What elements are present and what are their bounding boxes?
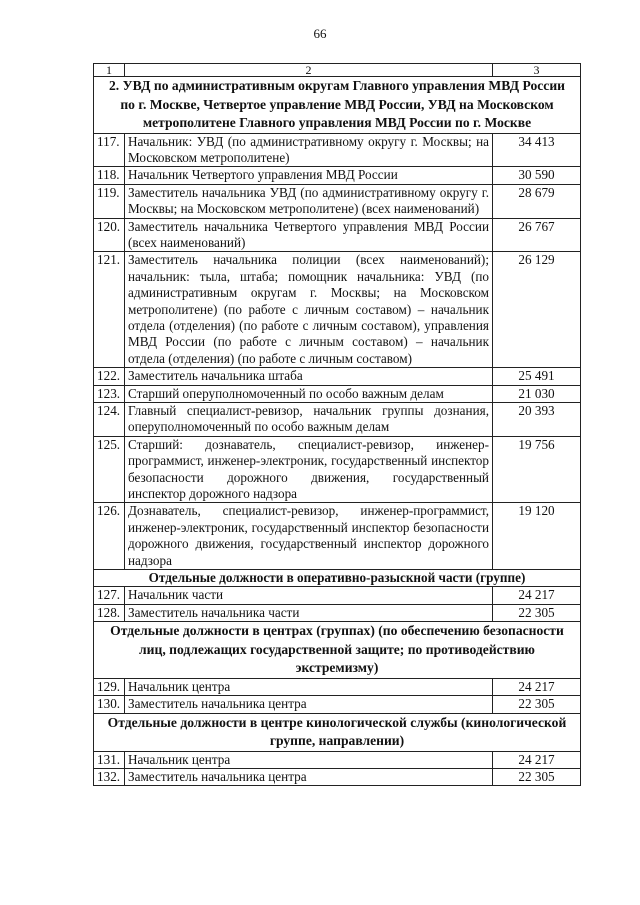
table-row xyxy=(94,385,581,402)
position-title: Дознаватель, специалист-ревизор, инженер-программист, инженер-электроник, государственный инспектор безопасности дорожного движения, государственный инспектор дорожного надзора xyxy=(125,503,493,570)
salary-value: 26 129 xyxy=(493,252,581,368)
table-row xyxy=(94,696,581,713)
salary-value: 22 305 xyxy=(493,604,581,621)
section-heading-main: 2. УВД по административным округам Главного управления МВД России по г. Москве, Четвертое управление МВД России, УВД на Московском метрополитене Главного управления МВД России по г. Москве xyxy=(94,77,581,134)
salary-value: 22 305 xyxy=(493,696,581,713)
row-number: 121. xyxy=(94,252,125,368)
row-number: 117. xyxy=(94,133,125,167)
section-header-row xyxy=(94,570,581,587)
row-number: 120. xyxy=(94,218,125,252)
table-row xyxy=(94,167,581,184)
position-title: Начальник центра xyxy=(125,678,493,695)
salary-value: 24 217 xyxy=(493,678,581,695)
salary-value: 28 679 xyxy=(493,184,581,218)
page-number: 66 xyxy=(313,26,327,41)
table-row xyxy=(94,604,581,621)
section-heading-k9: Отдельные должности в центре кинологической службы (кинологической группе, направлении) xyxy=(94,713,581,751)
row-number: 122. xyxy=(94,368,125,385)
section-heading-centers: Отдельные должности в центрах (группах) (по обеспечению безопасности лиц, подлежащих государственной защите; по противодействию экстремизму) xyxy=(94,622,581,679)
salary-value: 24 217 xyxy=(493,587,581,604)
salary-value: 25 491 xyxy=(493,368,581,385)
row-number: 119. xyxy=(94,184,125,218)
salary-table xyxy=(93,63,581,786)
table-row xyxy=(94,218,581,252)
position-title: Начальник Четвертого управления МВД России xyxy=(125,167,493,184)
salary-value: 20 393 xyxy=(493,403,581,437)
row-number: 127. xyxy=(94,587,125,604)
table-row xyxy=(94,184,581,218)
salary-value: 30 590 xyxy=(493,167,581,184)
position-title: Заместитель начальника центра xyxy=(125,696,493,713)
table-row xyxy=(94,751,581,768)
position-title: Заместитель начальника полиции (всех наименований); начальник: тыла, штаба; помощник начальника: УВД (по административным округам г. Москвы; на Московском метрополитене) (по работе с личным составом) – начальник отдела (отделения) (по работе с личным составом), управления МВД России (по работе с личным составом) – начальник отдела (отделения) (по работе с личным составом) xyxy=(125,252,493,368)
row-number: 126. xyxy=(94,503,125,570)
row-number: 124. xyxy=(94,403,125,437)
row-number: 129. xyxy=(94,678,125,695)
salary-value: 24 217 xyxy=(493,751,581,768)
row-number: 131. xyxy=(94,751,125,768)
salary-value: 22 305 xyxy=(493,769,581,786)
position-title: Главный специалист-ревизор, начальник группы дознания, оперуполномоченный по особо важным делам xyxy=(125,403,493,437)
table-row xyxy=(94,403,581,437)
row-number: 125. xyxy=(94,436,125,503)
column-number: 2 xyxy=(125,64,493,77)
position-title: Начальник: УВД (по административному округу г. Москвы; на Московском метрополитене) xyxy=(125,133,493,167)
position-title: Старший оперуполномоченный по особо важным делам xyxy=(125,385,493,402)
section-header-row xyxy=(94,622,581,679)
table-row xyxy=(94,769,581,786)
table-row xyxy=(94,252,581,368)
column-number: 1 xyxy=(94,64,125,77)
section-header-row xyxy=(94,713,581,751)
salary-value: 19 120 xyxy=(493,503,581,570)
table-row xyxy=(94,678,581,695)
row-number: 123. xyxy=(94,385,125,402)
row-number: 128. xyxy=(94,604,125,621)
position-title: Старший: дознаватель, специалист-ревизор, инженер-программист, инженер-электроник, государственный инспектор безопасности дорожного движения, государственный инспектор дорожного надзора xyxy=(125,436,493,503)
row-number: 118. xyxy=(94,167,125,184)
position-title: Заместитель начальника Четвертого управления МВД России (всех наименований) xyxy=(125,218,493,252)
position-title: Заместитель начальника штаба xyxy=(125,368,493,385)
position-title: Заместитель начальника центра xyxy=(125,769,493,786)
salary-value: 21 030 xyxy=(493,385,581,402)
position-title: Начальник части xyxy=(125,587,493,604)
table-row xyxy=(94,587,581,604)
salary-value: 19 756 xyxy=(493,436,581,503)
table-row xyxy=(94,133,581,167)
table-row xyxy=(94,436,581,503)
salary-value: 34 413 xyxy=(493,133,581,167)
position-title: Заместитель начальника части xyxy=(125,604,493,621)
position-title: Начальник центра xyxy=(125,751,493,768)
section-heading-ops: Отдельные должности в оперативно-разыскной части (группе) xyxy=(94,570,581,587)
section-header-row xyxy=(94,77,581,134)
row-number: 130. xyxy=(94,696,125,713)
row-number: 132. xyxy=(94,769,125,786)
position-title: Заместитель начальника УВД (по административному округу г. Москвы; на Московском метрополитене) (всех наименований) xyxy=(125,184,493,218)
salary-value: 26 767 xyxy=(493,218,581,252)
column-number-row xyxy=(94,64,581,77)
table-row xyxy=(94,503,581,570)
column-number: 3 xyxy=(493,64,581,77)
table-row xyxy=(94,368,581,385)
